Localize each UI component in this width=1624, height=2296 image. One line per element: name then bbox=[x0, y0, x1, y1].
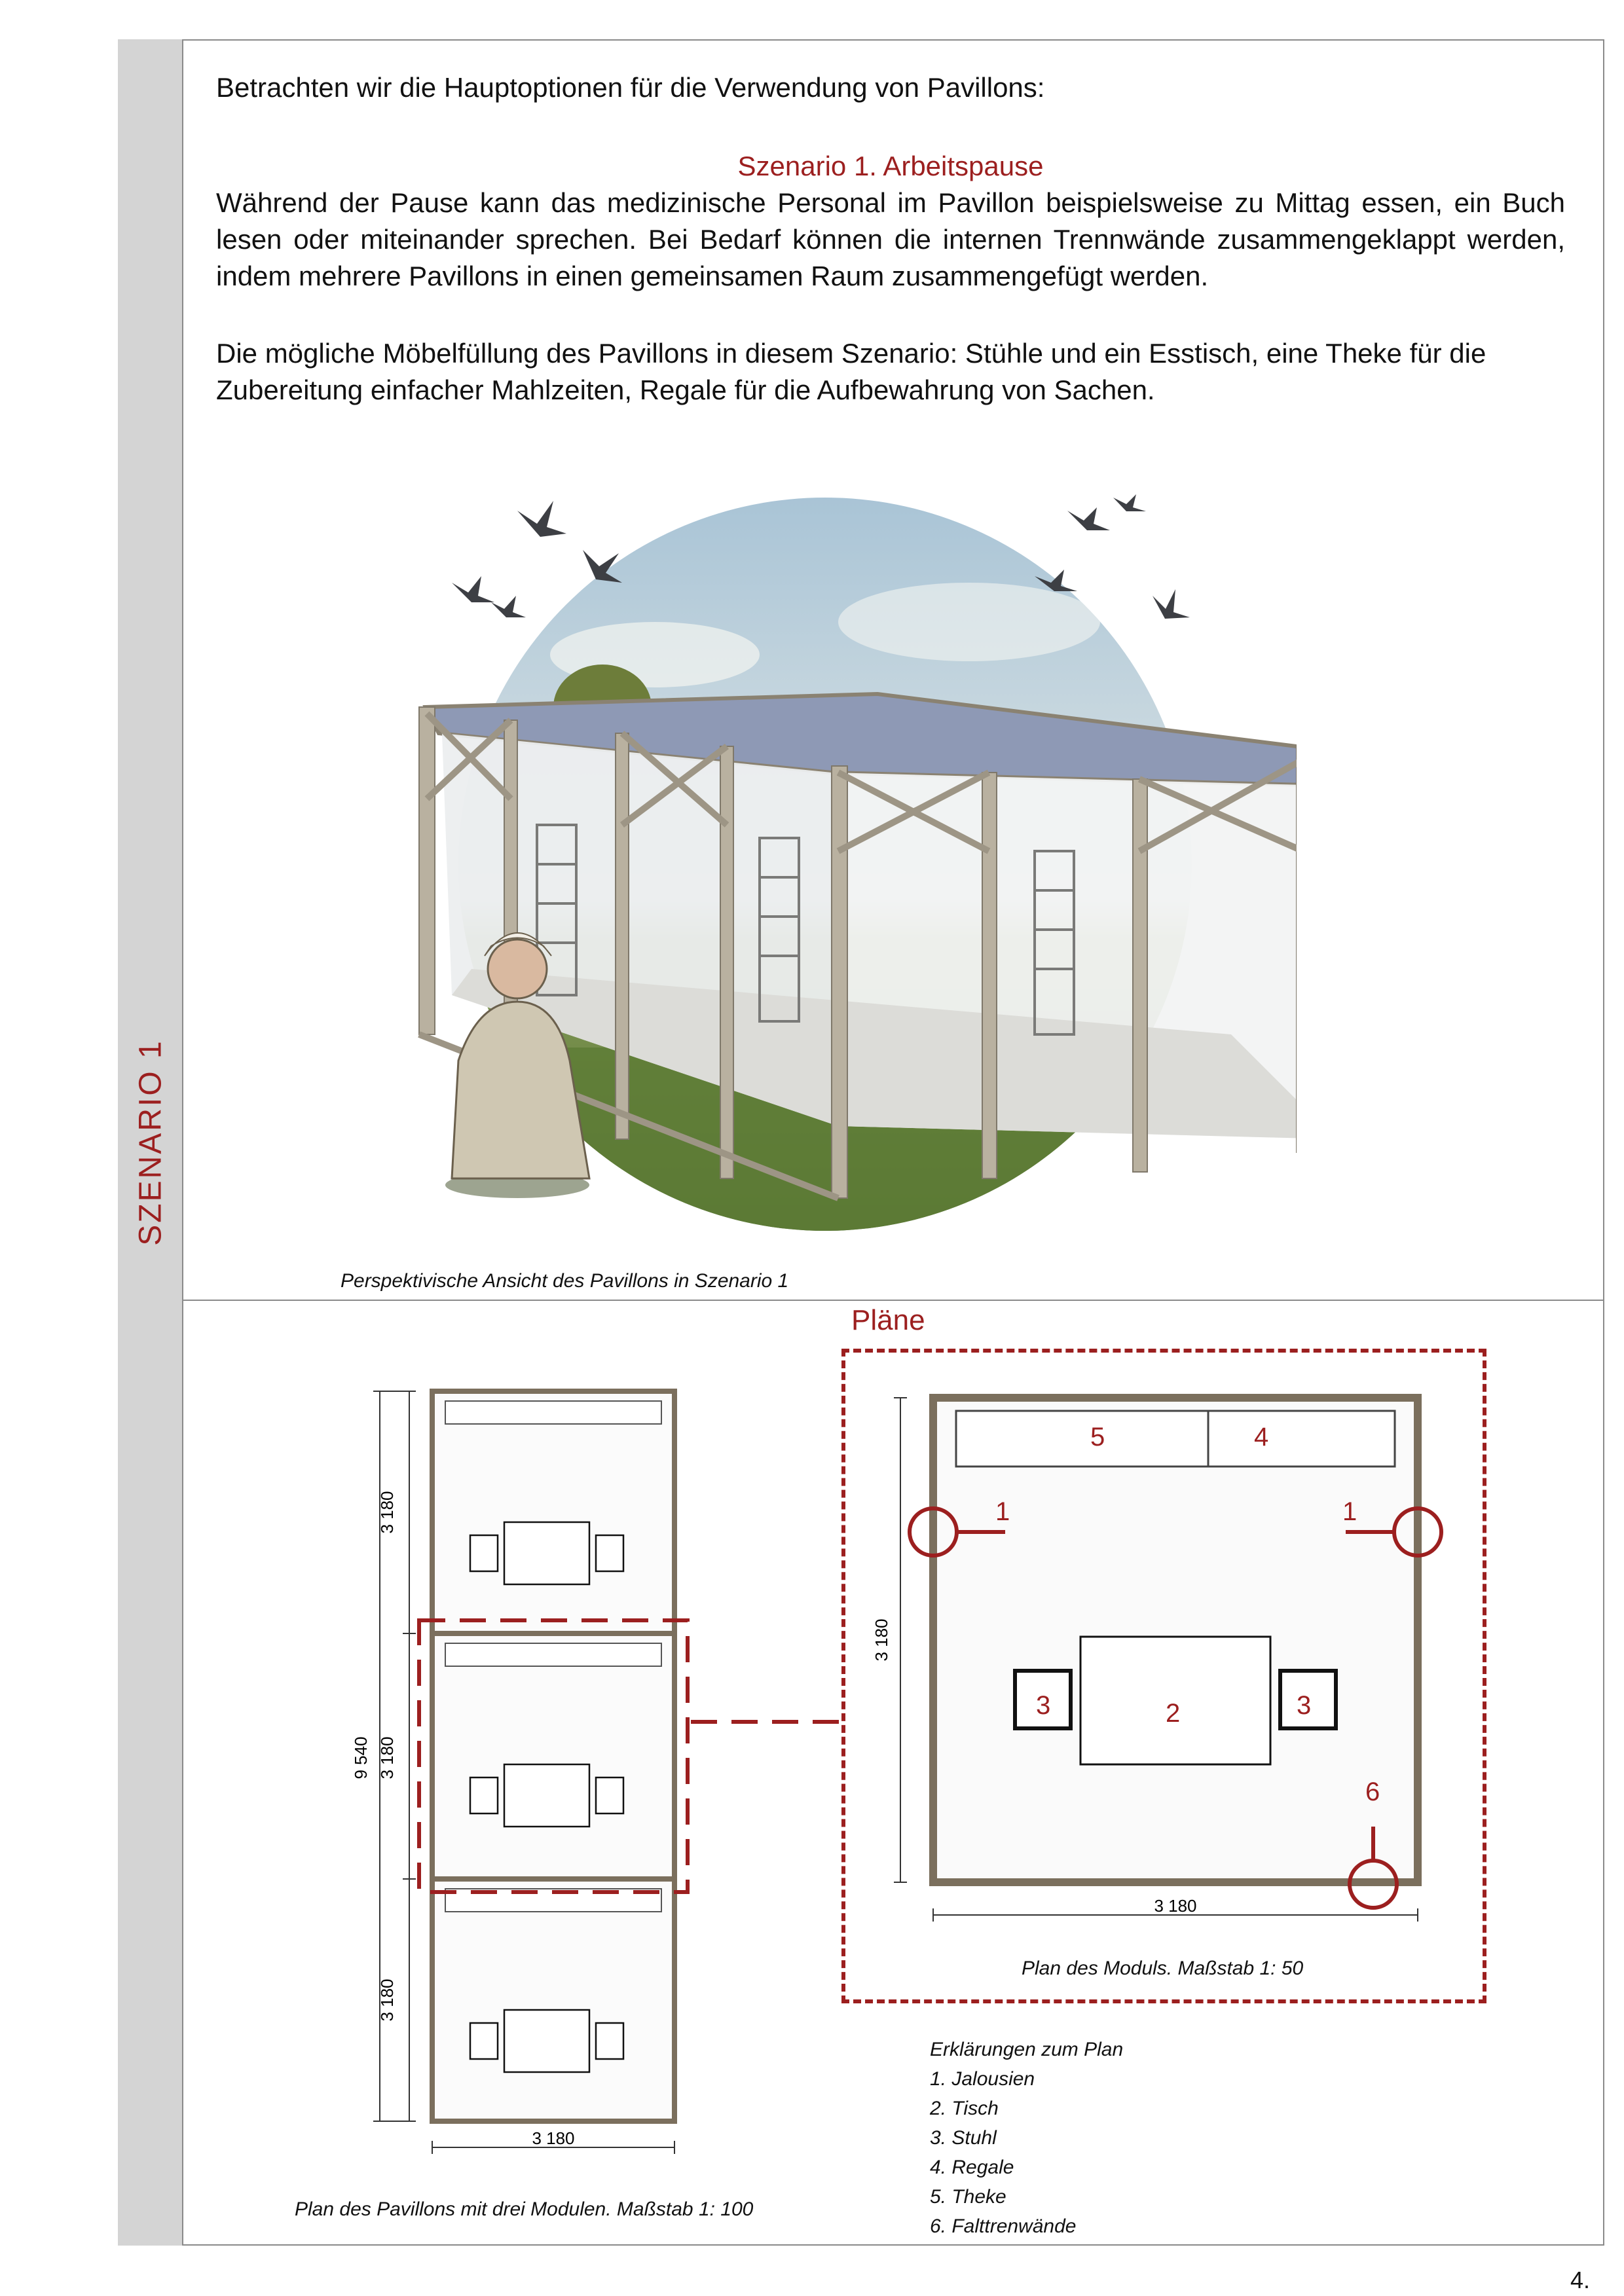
dim-module-1: 3 180 bbox=[377, 1491, 397, 1534]
perspective-caption: Perspektivische Ansicht des Pavillons in Szenario 1 bbox=[341, 1270, 789, 1292]
callout-falt: 6 bbox=[1365, 1777, 1380, 1806]
legend-title: Erklärungen zum Plan bbox=[930, 2039, 1124, 2060]
dim-height: 3 180 bbox=[872, 1618, 891, 1662]
dim-module-2: 3 180 bbox=[377, 1736, 397, 1779]
legend-item: 6. Falttrenwände bbox=[930, 2215, 1077, 2237]
legend-item: 1. Jalousien bbox=[930, 2068, 1035, 2090]
paragraph-furniture: Die mögliche Möbelfüllung des Pavillons in diesem Szenario: Stühle und ein Esstisch, eine Theke für die Zubereitung einfacher Mahlzeiten, Regale für die Aufbewahrung von Sachen. bbox=[216, 338, 1486, 405]
theke-regale-block bbox=[956, 1411, 1395, 1467]
intro-text: Betrachten wir die Hauptoptionen für die Verwendung von Pavillons: bbox=[216, 72, 1045, 103]
callout-jalousie-right: 1 bbox=[1342, 1497, 1357, 1526]
dim-width-module: 3 180 bbox=[1154, 1896, 1197, 1916]
plan-legend bbox=[930, 2035, 1123, 2241]
legend-item: 2. Tisch bbox=[930, 2098, 999, 2119]
callout-table: 2 bbox=[1166, 1699, 1181, 1728]
legend-item: 4. Regale bbox=[930, 2157, 1014, 2178]
dim-module-3: 3 180 bbox=[377, 1978, 397, 2022]
callout-chair-right: 3 bbox=[1297, 1691, 1312, 1720]
three-module-plan bbox=[341, 1362, 707, 2193]
plans-title: Pläne bbox=[851, 1304, 925, 1336]
legend-item: 3. Stuhl bbox=[930, 2127, 997, 2149]
dashed-connector bbox=[691, 1712, 848, 1732]
callout-chair-left: 3 bbox=[1036, 1691, 1051, 1720]
callout-regale: 4 bbox=[1254, 1423, 1269, 1451]
module-plan bbox=[864, 1368, 1467, 1964]
scenario-title: Szenario 1. Arbeitspause bbox=[737, 151, 1044, 181]
paragraph-pause: Während der Pause kann das medizinische Personal im Pavillon beispielsweise zu Mittag essen, ein Buch lesen oder miteinander sprechen. Bei Bedarf können die internen Trennwände zusammengeklappt werden, indem mehrere Pavillons in einen gemeinsamen Raum zusammengefügt werden. bbox=[216, 187, 1565, 291]
callout-theke: 5 bbox=[1090, 1423, 1105, 1451]
module-2 bbox=[432, 1633, 674, 1879]
callout-jalousie-left: 1 bbox=[995, 1497, 1010, 1526]
scenario-side-label: SZENARIO 1 bbox=[133, 1039, 168, 1246]
module-plan-caption: Plan des Moduls. Maßstab 1: 50 bbox=[1022, 1958, 1304, 1979]
dim-total: 9 540 bbox=[351, 1736, 371, 1779]
dimension-left bbox=[894, 1398, 907, 1882]
module-1 bbox=[432, 1391, 674, 1633]
dim-width: 3 180 bbox=[532, 2128, 575, 2148]
module-3 bbox=[432, 1879, 674, 2121]
page-number: 4. bbox=[1570, 2267, 1591, 2293]
section-divider bbox=[183, 1300, 1604, 1301]
three-module-plan-caption: Plan des Pavillons mit drei Modulen. Maßstab 1: 100 bbox=[295, 2198, 754, 2220]
legend-item: 5. Theke bbox=[930, 2186, 1006, 2208]
pavilion-perspective-illustration bbox=[380, 458, 1297, 1283]
